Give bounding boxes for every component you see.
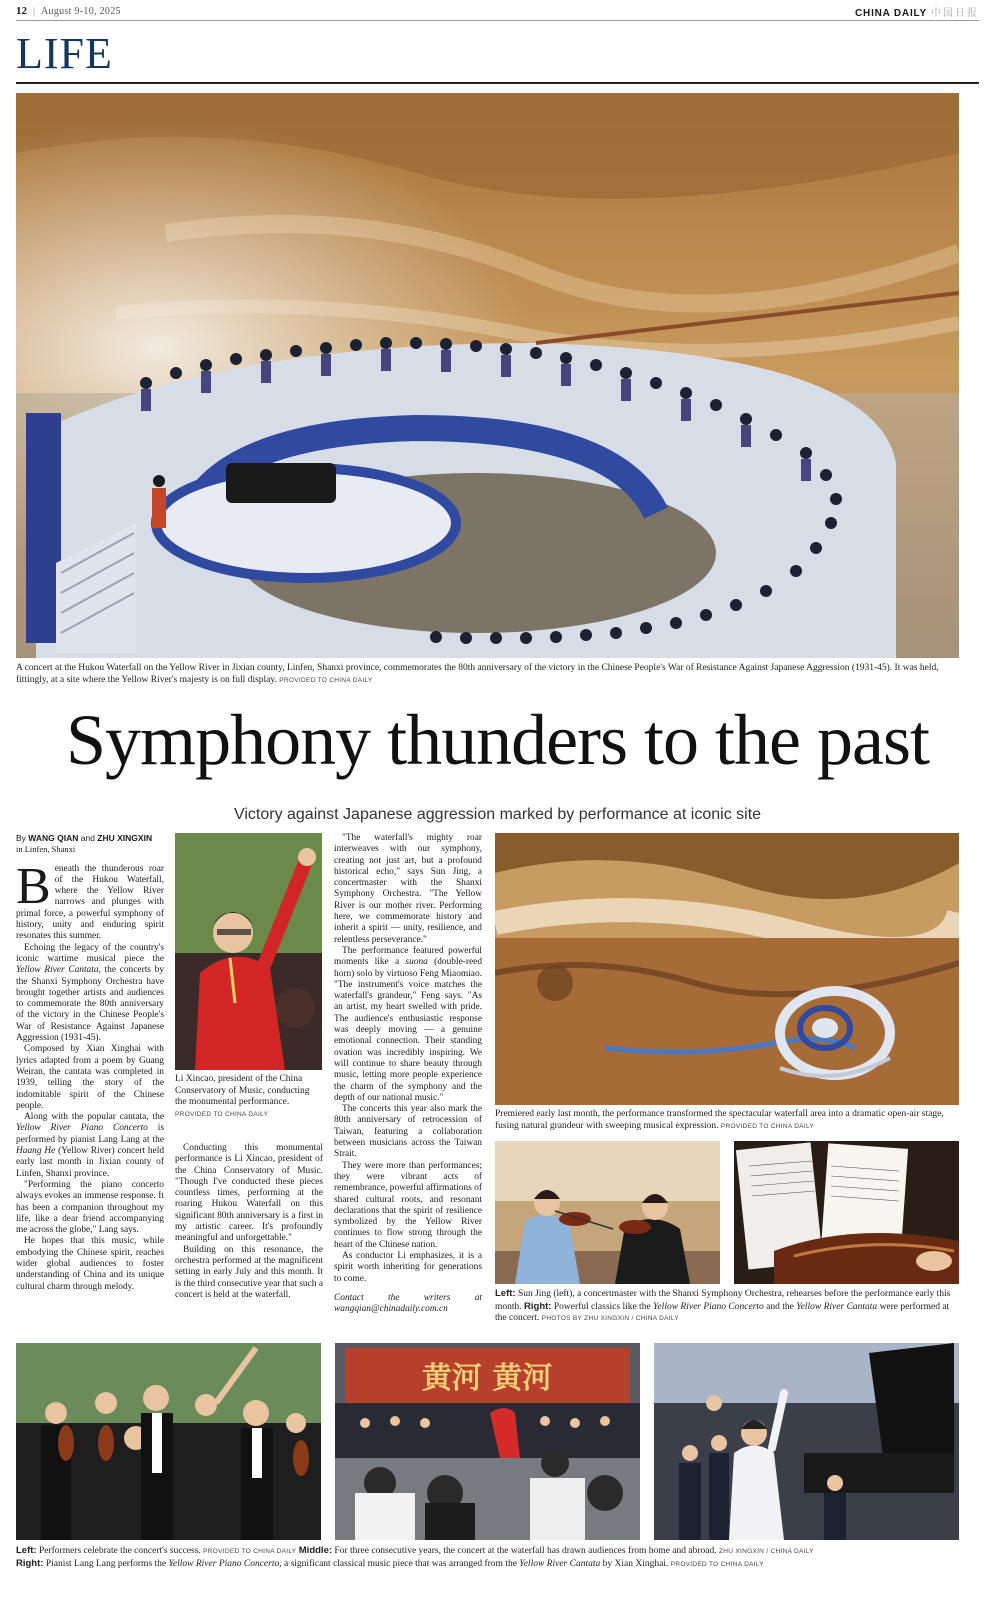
aerial-photo-art (495, 833, 959, 1105)
issue-date: August 9-10, 2025 (41, 5, 121, 17)
paragraph: As conductor Li emphasizes, it is a spirit worth inheriting for generations to come. (334, 1250, 482, 1284)
brand-name: CHINA DAILY (855, 7, 927, 19)
byline-prefix: By (16, 833, 26, 843)
caption-italic: Yellow River Piano Concerto, (168, 1558, 282, 1569)
photo-credit: PROVIDED TO CHINA DAILY (670, 1560, 764, 1568)
photo-credit: PROVIDED TO CHINA DAILY (720, 1122, 815, 1130)
paragraph (16, 943, 164, 1045)
violinists-rehearsal-photo (495, 1141, 720, 1284)
article-column-2 (175, 1143, 323, 1301)
caption-text: Powerful classics like the (553, 1301, 651, 1312)
italic-title: Yellow River Piano Concerto (16, 1123, 148, 1134)
caption-text: by Xian Xinghai. (602, 1558, 669, 1569)
section-title: LIFE (16, 29, 113, 78)
performers-celebrate-photo (16, 1343, 321, 1540)
photo-credit: PROVIDED TO CHINA DAILY (175, 1110, 269, 1118)
italic-term: suona (405, 957, 428, 968)
bottom-photos-caption (16, 1545, 959, 1570)
paragraph: They were more than performances; they were vibrant acts of remembrance, powerful affirmations of shared cultural roots, and resonant declarations that the spirit of resilience symbolized by the Yellow River continues to flow strong through the heart of the Chinese nation. (334, 1160, 482, 1250)
caption-text: Li Xincao, president of the China Conservatory of Music, conducting the monumental performance. (175, 1074, 310, 1107)
paragraph (334, 946, 482, 1104)
audience-photo-art (335, 1343, 640, 1540)
paragraph-text: the concerts by the Shanxi Symphony Orchestra have brought together artists and audiences to commemorate the 80th anniversary of the victory in the Chinese People's War of Resistance Against Japanese Aggression (1931-45). (16, 965, 165, 1044)
caption-label-left: Left: (16, 1545, 37, 1556)
caption-text-middle: For three consecutive years, the concert at the waterfall has drawn audiences from home and abroad. (334, 1546, 717, 1556)
byline (16, 833, 164, 844)
drop-cap: B (16, 857, 51, 915)
caption-text: Premiered early last month, the performance transformed the spectacular waterfall area into a dramatic open-air stage, fusing natural grandeur with sweeping musical expression. (495, 1109, 944, 1131)
performers-photo-art (16, 1343, 321, 1540)
hero-photo-caption (16, 663, 959, 686)
caption-text: a significant classical music piece that was arranged from the (284, 1558, 517, 1569)
violin-photos-caption (495, 1288, 959, 1325)
violin-closeup-art (734, 1141, 959, 1284)
headline: Symphony thunders to the past (66, 700, 929, 780)
aerial-photo-caption (495, 1109, 959, 1132)
paragraph-text: (Yellow River) concert held early last month in Jixian county of Linfen, Shanxi province. (16, 1146, 165, 1179)
audience-concert-photo (335, 1343, 640, 1540)
author-2: ZHU XINGXIN (97, 833, 153, 843)
photo-credit: PHOTOS BY ZHU XINGXIN / CHINA DAILY (541, 1315, 679, 1322)
caption-italic: Yellow River Cantata (519, 1558, 601, 1569)
header-left (16, 5, 121, 17)
article-column-3 (334, 833, 482, 1315)
paragraph: The concerts this year also mark the 80th anniversary of retrocession of Taiwan, featuring a collaboration between musicians across the Taiwan Strait. (334, 1104, 482, 1160)
article-column-1 (16, 833, 164, 1293)
conductor-photo-caption (175, 1074, 323, 1120)
caption-text: were performed at the concert. (495, 1301, 950, 1323)
violinists-photo-art (495, 1141, 720, 1284)
contact-line: Contact the writers at wangqian@chinadaily.com.cn (334, 1292, 482, 1315)
photo-credit: PROVIDED TO CHINA DAILY (203, 1548, 297, 1555)
hero-photo-orchestra-waterfall (16, 93, 959, 658)
aerial-stage-photo (495, 833, 959, 1105)
author-1: WANG QIAN (28, 833, 79, 843)
lang-lang-piano-photo (654, 1343, 959, 1540)
paragraph-text: (double-reed horn) solo by virtuoso Feng Miaomiao. "The instrument's voice matches the waterfall's grandeur," Feng says. "As an artist, my heart swelled with pride. The audience's enthusiastic response was deeply moving — a genuine emotional connection. Their standing ovation was incredibly inspiring. We will continue to share beauty through music, letting more people experience the charm of the symphony and the depth of our national music." (334, 957, 483, 1103)
bottom-caption-line-2 (16, 1558, 959, 1571)
dateline: in Linfen, Shanxi (16, 844, 76, 855)
paragraph-text: Echoing the legacy of the country's iconic wartime musical piece the (16, 942, 164, 964)
caption-label-right: Right: (524, 1300, 552, 1312)
caption-italic: Yellow River Piano Concerto (653, 1301, 764, 1312)
italic-title: Yellow River Cantata, (16, 965, 101, 976)
paragraph: Conducting this monumental performance is Li Xincao, president of the China Conservatory of Music. "Though I've conducted these pieces countless times, performing at the roaring Hukou Waterfall on this significant 80th anniversary is a first in my artistic career. It's profoundly meaningful and unforgettable." (175, 1143, 323, 1244)
conductor-portrait-photo (175, 833, 322, 1070)
photo-credit: ZHU XINGXIN / CHINA DAILY (718, 1548, 814, 1555)
header-divider: | (33, 5, 36, 17)
caption-italic: Yellow River Cantata (796, 1301, 878, 1312)
paragraph: "The waterfall's mighty roar interweaves with our symphony, creating not just art, but a profound historical echo," says Sun Jing, a concertmaster with the Shanxi Symphony Orchestra. "The Yellow River is our mother river. Performing here, we commemorate history and inherit a spirit — unity, resilience, and relentless perseverance." (334, 833, 482, 945)
paragraph: Composed by Xian Xinghai with lyrics adapted from a poem by Guang Weiran, the cantata was completed in 1939, telling the story of the indomitable spirit of the Chinese people. (16, 1044, 164, 1111)
paragraph-text: Along with the popular cantata, the (24, 1112, 164, 1123)
paragraph: "Performing the piano concerto always evokes an immense response. It has been a companion throughout my life, like a dear friend accompanying me across the globe," Lang says. (16, 1179, 164, 1236)
newspaper-brand (855, 4, 979, 19)
subheadline: Victory against Japanese aggression marked by performance at iconic site (233, 806, 762, 823)
caption-text: and the (766, 1301, 794, 1312)
paragraph-text: The performance featured powerful moments like a (334, 945, 482, 968)
section-rule (16, 82, 979, 84)
caption-label-right: Right: (16, 1557, 44, 1569)
italic-title: Huang He (16, 1146, 56, 1157)
bottom-caption-line-1 (16, 1545, 959, 1558)
byline-and: and (80, 833, 95, 843)
paragraph-text: eneath the thunderous roar of the Hukou Waterfall, where the Yellow River narrows and plunges with primal force, a powerful symphony of history, unity and enduring spirit resonates this summer. (16, 863, 164, 942)
stage-banner-text: 黄河 黄河 (421, 1361, 553, 1396)
caption-text-left: Performers celebrate the concert's success. (38, 1546, 201, 1556)
conductor-photo-art (175, 833, 322, 1070)
caption-text-left: Sun Jing (left), a concertmaster with the Shanxi Symphony Orchestra, rehearses before the performance early this month. (495, 1289, 951, 1312)
hero-photo-credit: PROVIDED TO CHINA DAILY (279, 676, 373, 684)
caption-label-left: Left: (495, 1288, 516, 1299)
hero-photo-art (16, 93, 959, 658)
violin-closeup-photo (734, 1141, 959, 1284)
page-number: 12 (16, 5, 27, 17)
paragraph-text: is performed by pianist Lang Lang at the (16, 1123, 165, 1145)
hero-caption-text: A concert at the Hukou Waterfall on the Yellow River in Jixian county, Linfen, Shanxi province, commemorates the 80th anniversary of the victory in the Chinese People's War of Resistance Against Japanese Aggression (1931-45). It was held, fittingly, at a site where the Yellow River's majesty is on full display. (16, 663, 939, 685)
page-header (16, 4, 979, 18)
paragraph (16, 857, 164, 943)
paragraph: He hopes that this music, while embodying the Chinese spirit, reaches wider global audiences to foster understanding of China and its unique cultural charm through melody. (16, 1236, 164, 1292)
header-rule (16, 20, 979, 21)
piano-photo-art (654, 1343, 959, 1540)
caption-text: Pianist Lang Lang performs the (45, 1558, 167, 1569)
caption-label-middle: Middle: (298, 1545, 333, 1556)
paragraph (16, 1112, 164, 1180)
brand-name-cn: 中国日报 (931, 7, 979, 19)
paragraph: Building on this resonance, the orchestra performed at the magnificent setting in early July and this month. It is the third consecutive year that such a concert is held at the waterfall. (175, 1244, 323, 1300)
